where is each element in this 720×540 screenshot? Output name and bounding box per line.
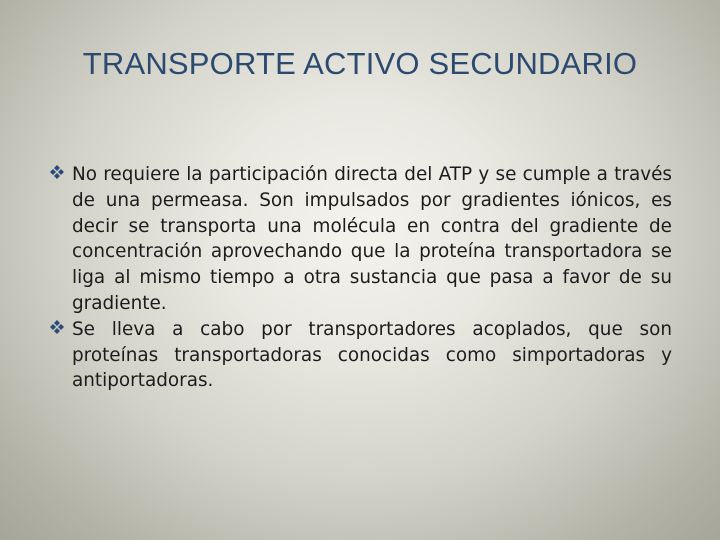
bullet-text: No requiere la participación directa del ATP y se cumple a través de una permeasa. Son impulsados por gradientes iónicos, es decir se transporta una molécula en contra del gradiente de concentración aprovechando que la proteína transportadora se liga al mismo tiempo a otra sustancia que pasa a favor de su gradiente.	[72, 164, 672, 314]
bullet-item	[48, 162, 672, 317]
bullet-list	[48, 162, 672, 394]
diamond-bullet-icon	[49, 164, 65, 180]
diamond-bullet-icon	[49, 319, 65, 335]
slide-title: TRANSPORTE ACTIVO SECUNDARIO	[82, 46, 638, 81]
bullet-text: Se lleva a cabo por transportadores acoplados, que son proteínas transportadoras conocidas como simportadoras y antiportadoras.	[72, 318, 672, 392]
bullet-item	[48, 317, 672, 394]
